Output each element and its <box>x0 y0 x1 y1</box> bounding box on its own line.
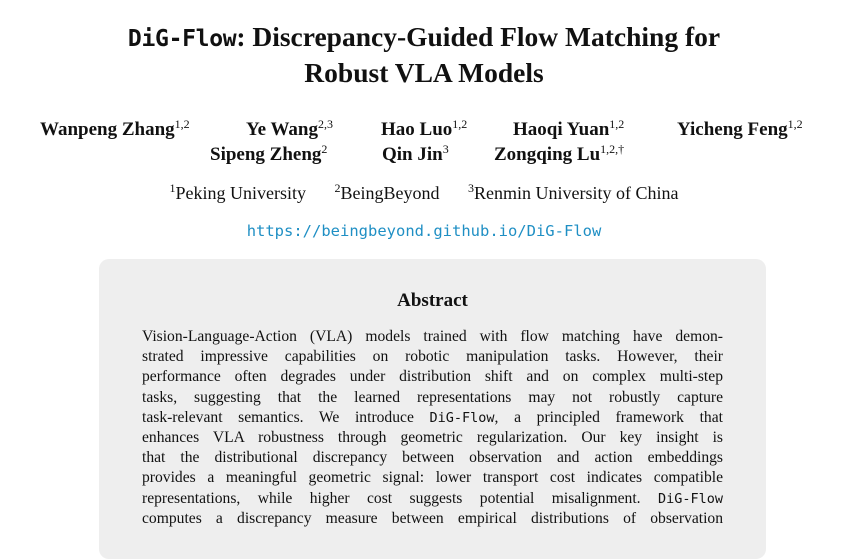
affiliation: $^3$Renmin University of China <box>468 181 679 203</box>
abstract-line: representations, while higher cost suggests potential misalignment. DiG-Flow <box>142 489 723 507</box>
author: Zongqing $Lu^{1,2,\dagger}$ <box>494 142 625 165</box>
abstract-line: task-relevant semantics. We introduce DiG-Flow, a principled framework that <box>142 408 723 426</box>
affiliation: $^1$Peking University <box>169 181 306 203</box>
author: Wanpeng Zhang$^{1,2}$ <box>40 117 190 140</box>
abstract-line: Vision-Language-Action (VLA) models trained with flow matching have demon- <box>142 328 723 345</box>
author: Yicheng Feng$^{1,2}$ <box>677 117 803 140</box>
author: Hao Luo$^{1,2}$ <box>381 117 468 140</box>
title-method-name: DiG-Flow <box>127 26 237 52</box>
abstract-line: computes a discrepancy measure between empirical distributions of observation <box>142 509 723 527</box>
abstract-line: strated impressive capabilities on robotic manipulation tasks. However, their <box>142 348 723 366</box>
title-line-1 <box>0 20 848 56</box>
method-name-inline: DiG-Flow <box>657 490 723 507</box>
abstract-body <box>142 327 723 529</box>
abstract-line: that the distributional discrepancy between observation and action embeddings <box>142 449 723 467</box>
abstract-line: tasks, suggesting that the learned representations may not robustly capture <box>142 388 723 406</box>
affiliations <box>0 182 848 206</box>
abstract-line: enhances VLA robustness through geometric regularization. Our key insight is <box>142 428 723 446</box>
author: Qin Jin$^3$ <box>382 142 449 165</box>
affiliation: $^2$BeingBeyond <box>334 181 440 203</box>
abstract-line: performance often degrades under distribution shift and on complex multi-step <box>142 368 723 386</box>
abstract-heading: Abstract <box>397 290 468 311</box>
abstract-line: provides a meaningful geometric signal: lower transport cost indicates compatible <box>142 469 723 487</box>
author-row-1 <box>0 118 848 142</box>
author: Ye Wang$^{2,3}$ <box>246 117 333 140</box>
title-line-1-rest: : Discrepancy-Guided Flow Matching for <box>236 21 721 52</box>
project-url-link[interactable]: https://beingbeyond.github.io/DiG-Flow <box>246 222 602 240</box>
abstract-box <box>99 259 766 559</box>
author: Sipeng Zheng$^2$ <box>210 142 328 165</box>
author: Haoqi Yuan$^{1,2}$ <box>513 117 625 140</box>
method-name-inline: DiG-Flow <box>429 409 495 426</box>
paper-title <box>0 20 848 90</box>
author-row-2 <box>0 143 848 167</box>
title-line-2: Robust VLA Models <box>304 57 544 88</box>
